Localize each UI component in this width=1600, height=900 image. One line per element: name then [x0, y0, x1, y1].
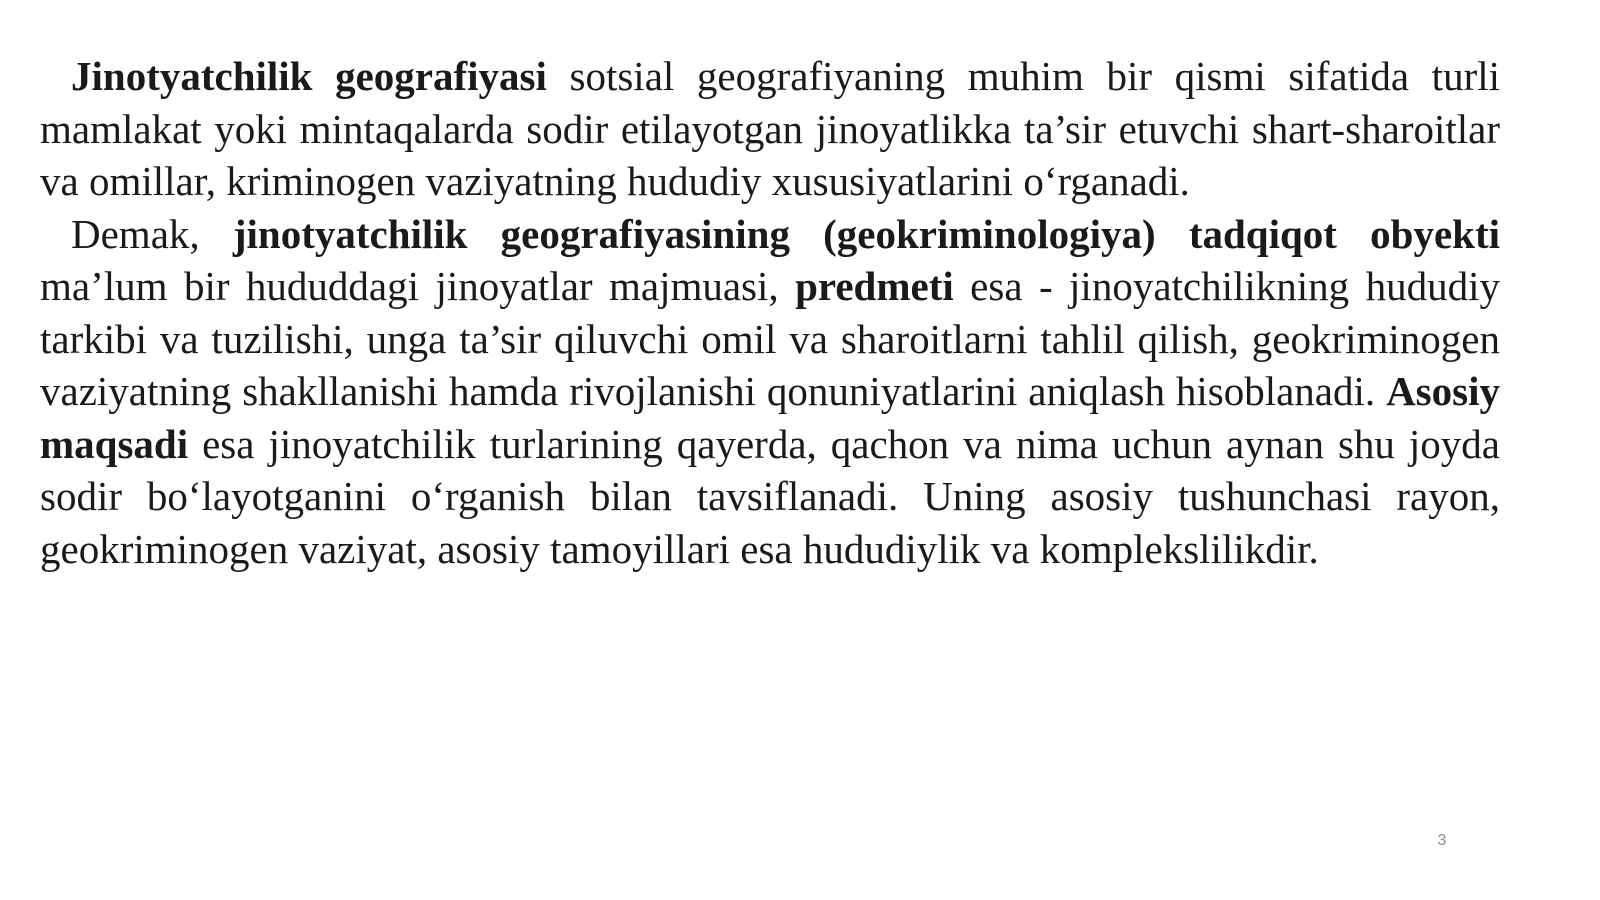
goal-description: esa jinoyatchilik turlarining qayerda, qachon va nima uchun aynan shu joyda sodir bo‘layotganini o‘rganish bilan tavsiflanadi. Uning asosiy tushunchasi rayon, geokriminogen vaziyat, asosiy tamoyillari esa hududiylik va komplekslilikdir.: [40, 420, 1500, 572]
page-number: 3: [1437, 832, 1447, 849]
subject-description: esa - jinoyatchilikning hududiy tarkibi va tuzilishi, unga ta’sir qiluvchi omil va sharoitlarni tahlil qilish, geokriminogen vaziyatning shakllanishi hamda rivojlanishi qonuniyatlarini aniqlash hisoblanadi.: [40, 263, 1501, 414]
term-asosiy-maqsadi: Asosiy maqsadi: [40, 368, 1500, 467]
slide-body: [40, 50, 1500, 575]
paragraph-definition-text: sotsial geografiyaning muhim bir qismi sifatida turli mamlakat yoki mintaqalarda sodir etilayotgan jinoyatlikka ta’sir etuvchi shart-sharoitlar va omillar, kriminogen vaziyatning hududiy xususiyatlarini o‘rganadi.: [40, 53, 1500, 204]
term-jinotyatchilik-geografiyasi: Jinotyatchilik geografiyasi: [71, 53, 547, 99]
term-tadqiqot-obyekti: jinotyatchilik geografiyasining (geokriminologiya) tadqiqot obyekti: [232, 210, 1500, 257]
object-description: ma’lum bir hududdagi jinoyatlar majmuasi,: [40, 263, 796, 309]
paragraph-intro: Demak,: [71, 210, 233, 257]
paragraph-definition: [40, 50, 1500, 208]
paragraph-object-subject: [40, 208, 1500, 576]
term-predmeti: predmeti: [795, 263, 954, 309]
